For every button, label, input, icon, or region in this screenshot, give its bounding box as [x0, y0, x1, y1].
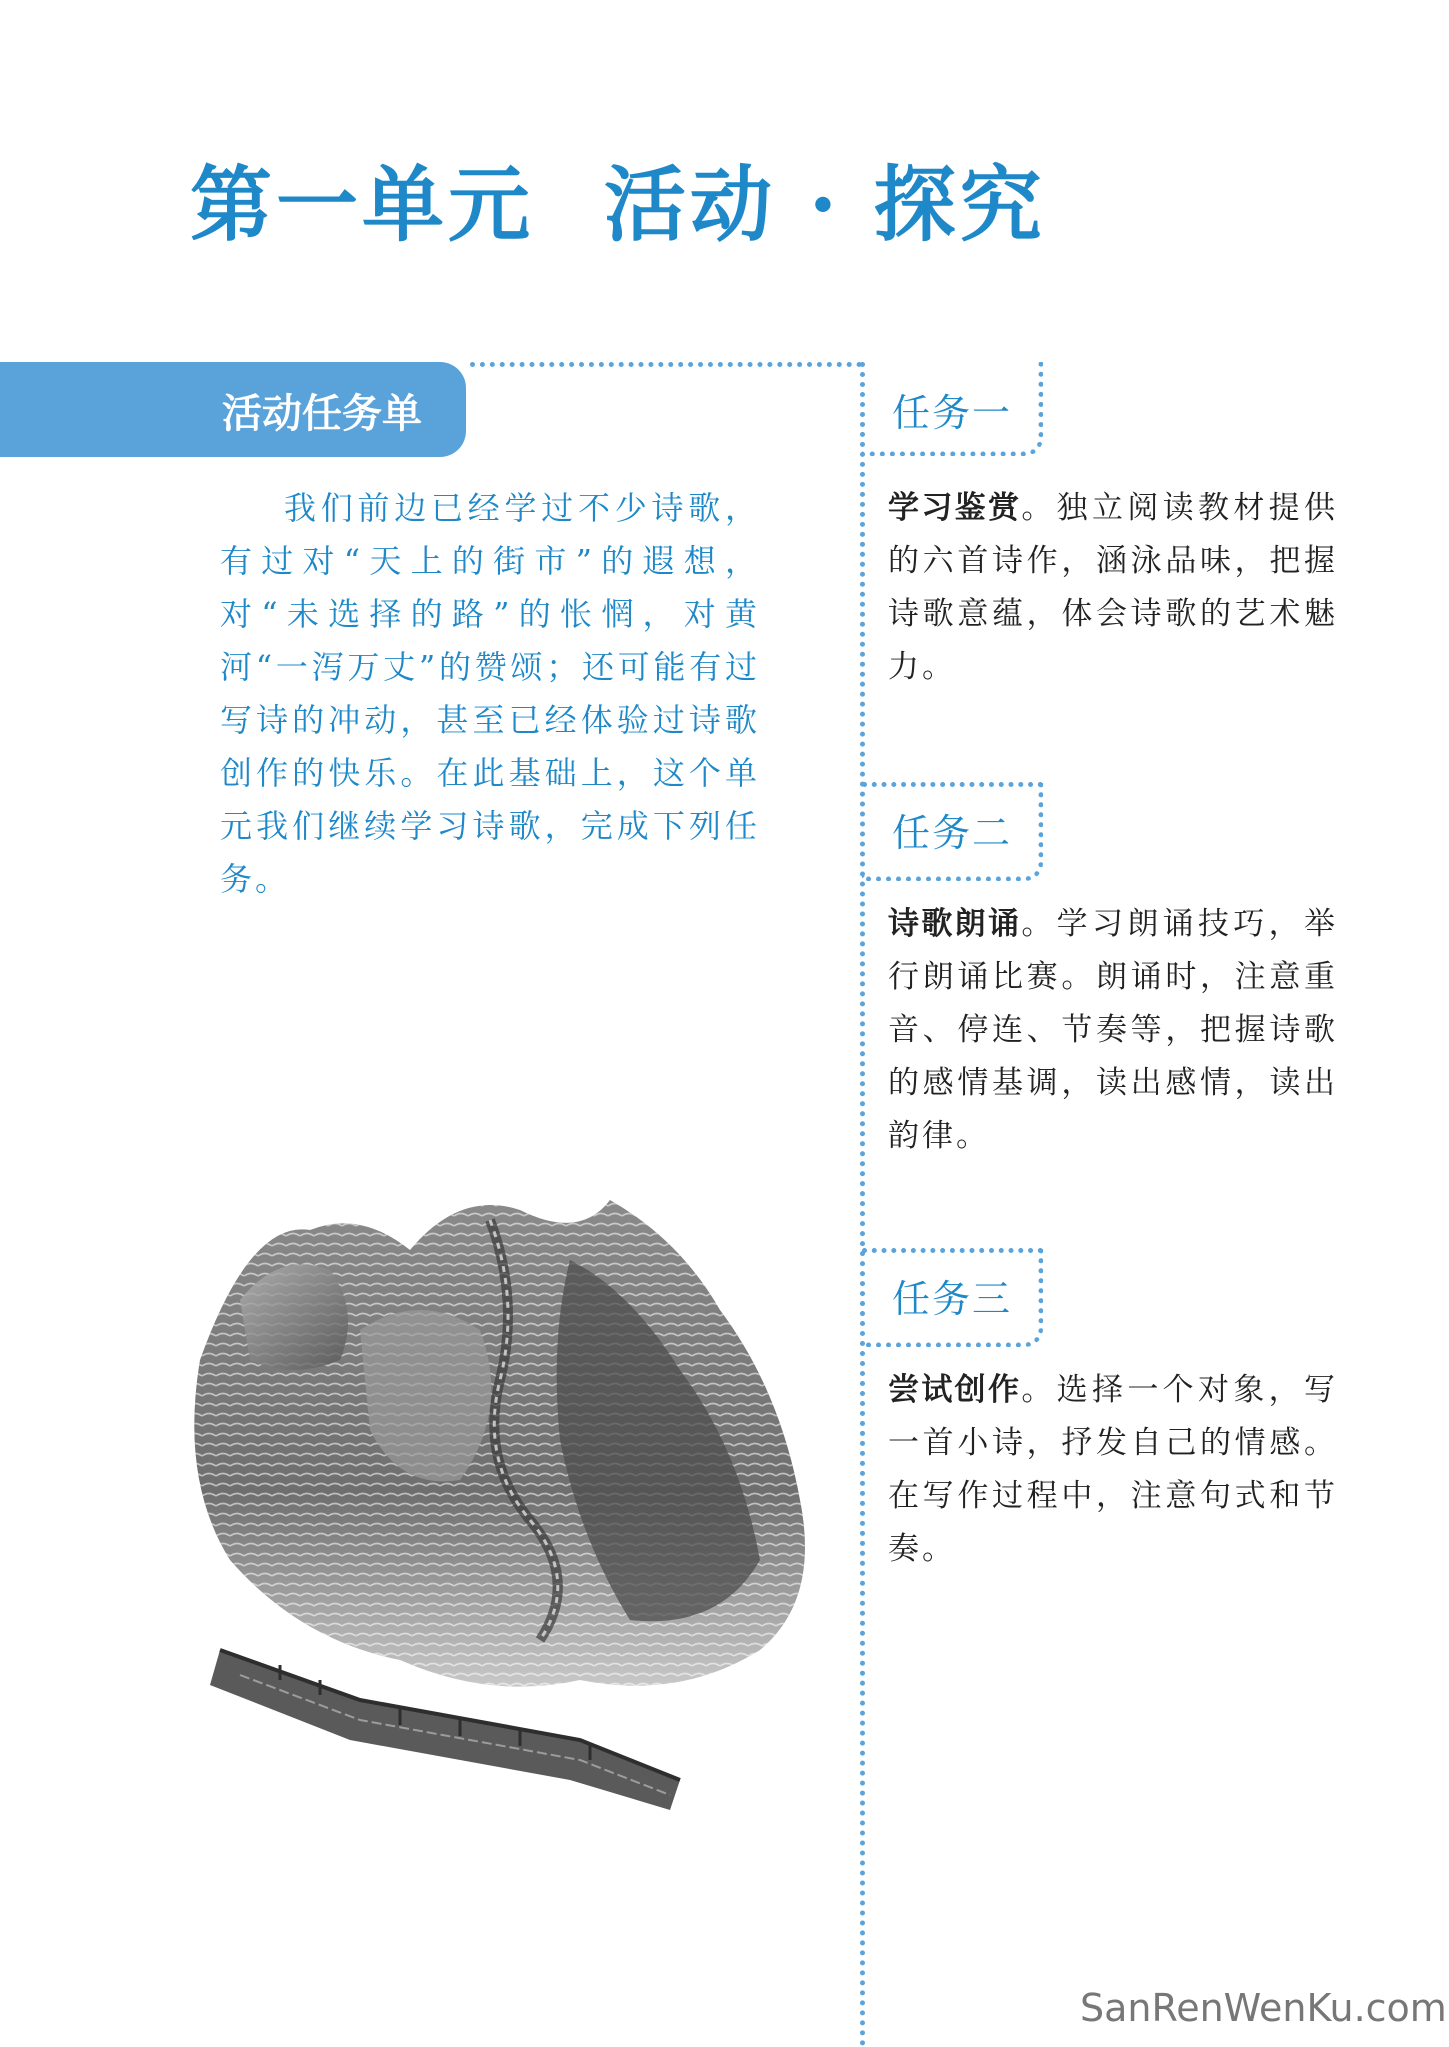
task-1-text: 。独立阅读教材提供的六首诗作，涵泳品味，把握诗歌意蕴，体会诗歌的艺术魅力。: [888, 490, 1339, 685]
great-wall-illustration: [160, 1180, 880, 1820]
task-1-title: 任务一: [892, 391, 1013, 435]
task-2-header: [862, 782, 1044, 877]
page-title: [190, 140, 1046, 257]
watermark: SanRenWenKu.com: [1080, 1986, 1447, 2030]
task-2-title: 任务二: [892, 811, 1013, 855]
section-label: 活动 · 探究: [604, 157, 1046, 253]
task-3-header: [862, 1248, 1044, 1343]
task-2-body: [888, 898, 1338, 1163]
task-3-lead: 尝试创作: [888, 1372, 1022, 1408]
task-3-body: [888, 1364, 1338, 1576]
task-3-title: 任务三: [892, 1277, 1013, 1321]
banner-label: 活动任务单: [222, 391, 422, 437]
dotted-divider-horizontal: [470, 362, 862, 367]
task-3-text: 。选择一个对象，写一首小诗，抒发自己的情感。在写作过程中，注意句式和节奏。: [888, 1372, 1339, 1567]
task-1-body: [888, 482, 1338, 694]
task-2-lead: 诗歌朗诵: [888, 906, 1022, 942]
activity-banner: [0, 362, 466, 457]
task-1-lead: 学习鉴赏: [888, 490, 1022, 526]
intro-paragraph: 我们前边已经学过不少诗歌，有过对“天上的街市”的遐想，对“未选择的路”的怅惘，对黄河“一泻万丈”的赞颂；还可能有过写诗的冲动，甚至已经体验过诗歌创作的快乐。在此基础上，这个单元我们继续学习诗歌，完成下列任务。: [220, 489, 760, 898]
task-1-header: [862, 362, 1044, 457]
task-2-text: 。学习朗诵技巧，举行朗诵比赛。朗诵时，注意重音、停连、节奏等，把握诗歌的感情基调，读出感情，读出韵律。: [888, 906, 1339, 1154]
unit-label: 第一单元: [190, 157, 535, 253]
